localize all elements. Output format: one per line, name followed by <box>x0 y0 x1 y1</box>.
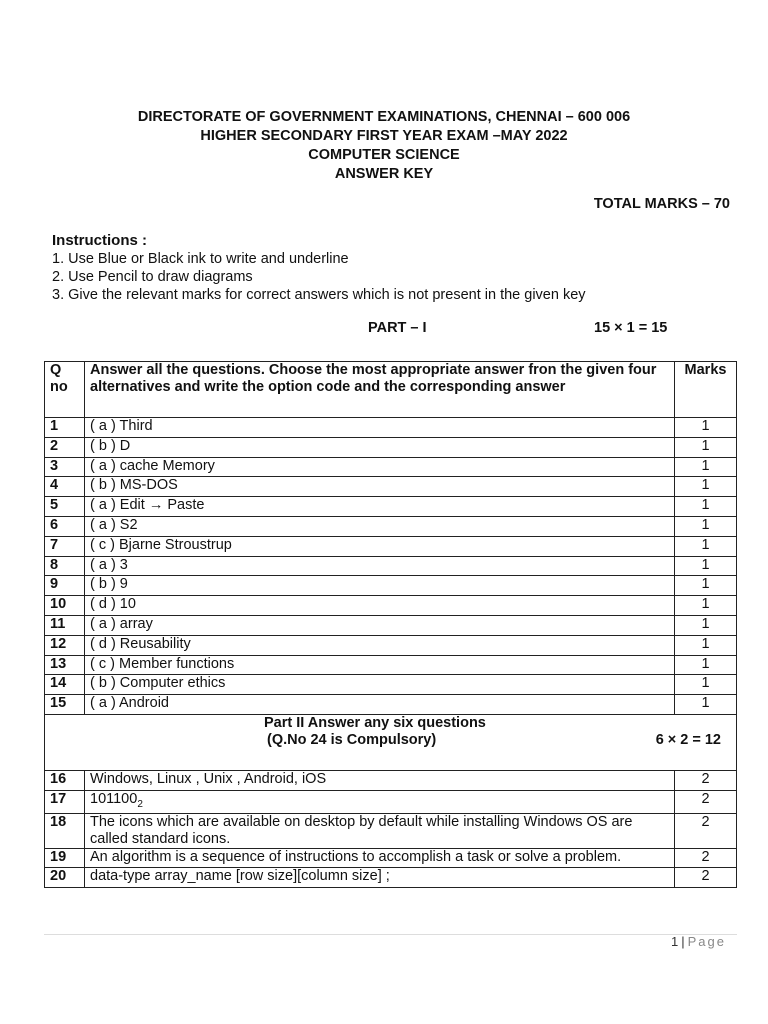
answer-text: ( b ) MS-DOS <box>90 477 178 494</box>
answer-cell <box>85 457 675 477</box>
answer-cell <box>85 813 675 848</box>
document-header <box>0 108 768 184</box>
table-row <box>45 848 737 868</box>
marks-cell: 1 <box>675 497 737 517</box>
answer-cell <box>85 868 675 888</box>
answer-text: ( a ) cache Memory <box>90 457 215 474</box>
answer-cell <box>85 635 675 655</box>
answer-cell <box>85 790 675 813</box>
answer-text: ( b ) 9 <box>90 576 128 593</box>
marks-cell: 1 <box>675 418 737 438</box>
question-number: 15 <box>45 695 85 715</box>
part2-subtitle: (Q.No 24 is Compulsory) <box>267 731 437 748</box>
answer-text: ( a ) S2 <box>90 516 138 533</box>
header-subject: COMPUTER SCIENCE <box>308 147 460 163</box>
marks-cell: 1 <box>675 536 737 556</box>
answer-key-table <box>44 361 737 888</box>
marks-cell: 1 <box>675 615 737 635</box>
answer-cell <box>85 695 675 715</box>
question-number: 9 <box>45 576 85 596</box>
answer-cell <box>85 770 675 790</box>
part2-title: Part II Answer any six questions <box>264 714 486 731</box>
footer-rule <box>44 934 737 935</box>
answer-text: ( c ) Bjarne Stroustrup <box>90 536 232 553</box>
marks-cell: 1 <box>675 596 737 616</box>
answer-text: ( d ) 10 <box>90 596 136 613</box>
table-row <box>45 418 737 438</box>
answer-cell <box>85 615 675 635</box>
marks-cell: 2 <box>675 770 737 790</box>
question-number: 3 <box>45 457 85 477</box>
page-number-value: 1 <box>671 934 679 949</box>
table-row <box>45 497 737 517</box>
part2-subtitle-line <box>50 732 731 749</box>
instruction-item: 2. Use Pencil to draw diagrams <box>52 269 253 285</box>
instruction-item: 3. Give the relevant marks for correct answers which is not present in the given key <box>52 287 586 303</box>
answer-cell <box>85 477 675 497</box>
question-number: 18 <box>45 813 85 848</box>
table-row <box>45 477 737 497</box>
marks-cell: 2 <box>675 813 737 848</box>
question-number: 20 <box>45 868 85 888</box>
marks-cell: 1 <box>675 516 737 536</box>
page-word: Page <box>687 934 726 949</box>
answer-cell <box>85 418 675 438</box>
question-number: 8 <box>45 556 85 576</box>
answer-text: ( a ) Android <box>90 695 169 712</box>
marks-cell: 2 <box>675 790 737 813</box>
header-answer: Answer all the questions. Choose the most appropriate answer fron the given four alternatives and write the option code and the corresponding answer <box>85 362 675 418</box>
question-number: 14 <box>45 675 85 695</box>
table-header-row <box>45 362 737 418</box>
part2-heading-row <box>45 714 737 770</box>
answer-cell <box>85 536 675 556</box>
table-row <box>45 770 737 790</box>
instruction-item: 1. Use Blue or Black ink to write and underline <box>52 251 349 267</box>
marks-cell: 1 <box>675 675 737 695</box>
answer-text: data-type array_name [row size][column size] ; <box>90 868 390 885</box>
answer-text: ( d ) Reusability <box>90 635 191 652</box>
question-number: 4 <box>45 477 85 497</box>
part1-title: PART – I <box>368 320 427 336</box>
answer-cell <box>85 576 675 596</box>
answer-cell <box>85 848 675 868</box>
table-row <box>45 556 737 576</box>
page-number: 1 | Page <box>671 934 726 949</box>
part2-heading <box>45 714 737 770</box>
question-number: 6 <box>45 516 85 536</box>
answer-cell <box>85 556 675 576</box>
answer-cell <box>85 655 675 675</box>
marks-cell: 1 <box>675 477 737 497</box>
table-row <box>45 516 737 536</box>
question-number: 13 <box>45 655 85 675</box>
table-row <box>45 695 737 715</box>
answer-text: ( a ) Third <box>90 418 153 434</box>
question-number: 7 <box>45 536 85 556</box>
instructions-title: Instructions : <box>52 232 148 249</box>
question-number: 12 <box>45 635 85 655</box>
total-marks: TOTAL MARKS – 70 <box>593 196 730 212</box>
answer-text: The icons which are available on desktop by default while installing Windows OS are called standard icons. <box>90 813 633 847</box>
question-number: 17 <box>45 790 85 813</box>
table-row <box>45 868 737 888</box>
header-directorate: DIRECTORATE OF GOVERNMENT EXAMINATIONS, CHENNAI – 600 006 <box>137 109 631 125</box>
answer-subscript: 2 <box>137 798 143 810</box>
answer-cell <box>85 497 675 517</box>
marks-cell: 2 <box>675 868 737 888</box>
part1-marks: 15 × 1 = 15 <box>594 320 668 336</box>
question-number: 2 <box>45 437 85 457</box>
header-title: ANSWER KEY <box>334 166 434 182</box>
part2-marks: 6 × 2 = 12 <box>655 731 721 748</box>
question-number: 5 <box>45 497 85 517</box>
instructions <box>52 232 586 304</box>
answer-text: ( a ) Edit → Paste <box>90 497 205 514</box>
answer-text: ( b ) D <box>90 437 131 454</box>
answer-text: ( c ) Member functions <box>90 655 235 672</box>
marks-cell: 1 <box>675 655 737 675</box>
table-row <box>45 675 737 695</box>
table-row <box>45 437 737 457</box>
header-exam: HIGHER SECONDARY FIRST YEAR EXAM –MAY 2022 <box>200 128 568 144</box>
marks-cell: 1 <box>675 635 737 655</box>
answer-text: 101100 <box>90 790 138 807</box>
answer-text: An algorithm is a sequence of instructions to accomplish a task or solve a problem. <box>90 848 622 865</box>
question-number: 16 <box>45 770 85 790</box>
table-row <box>45 457 737 477</box>
marks-cell: 1 <box>675 576 737 596</box>
header-qno: Q no <box>45 362 85 418</box>
marks-cell: 1 <box>675 556 737 576</box>
answer-cell <box>85 516 675 536</box>
header-marks: Marks <box>675 362 737 418</box>
table-row <box>45 635 737 655</box>
question-number: 11 <box>45 615 85 635</box>
marks-cell: 1 <box>675 695 737 715</box>
marks-cell: 2 <box>675 848 737 868</box>
table-row <box>45 576 737 596</box>
answer-text: Windows, Linux , Unix , Android, iOS <box>90 770 327 787</box>
table-row <box>45 790 737 813</box>
answer-cell <box>85 596 675 616</box>
answer-text: ( a ) 3 <box>90 556 128 573</box>
marks-cell: 1 <box>675 437 737 457</box>
marks-cell: 1 <box>675 457 737 477</box>
question-number: 19 <box>45 848 85 868</box>
answer-cell <box>85 675 675 695</box>
answer-text: ( a ) array <box>90 615 153 632</box>
answer-cell <box>85 437 675 457</box>
table-row <box>45 813 737 848</box>
table-row <box>45 596 737 616</box>
question-number: 10 <box>45 596 85 616</box>
question-number: 1 <box>45 418 85 438</box>
table-row <box>45 655 737 675</box>
table-row <box>45 615 737 635</box>
answer-text: ( b ) Computer ethics <box>90 675 226 692</box>
table-row <box>45 536 737 556</box>
